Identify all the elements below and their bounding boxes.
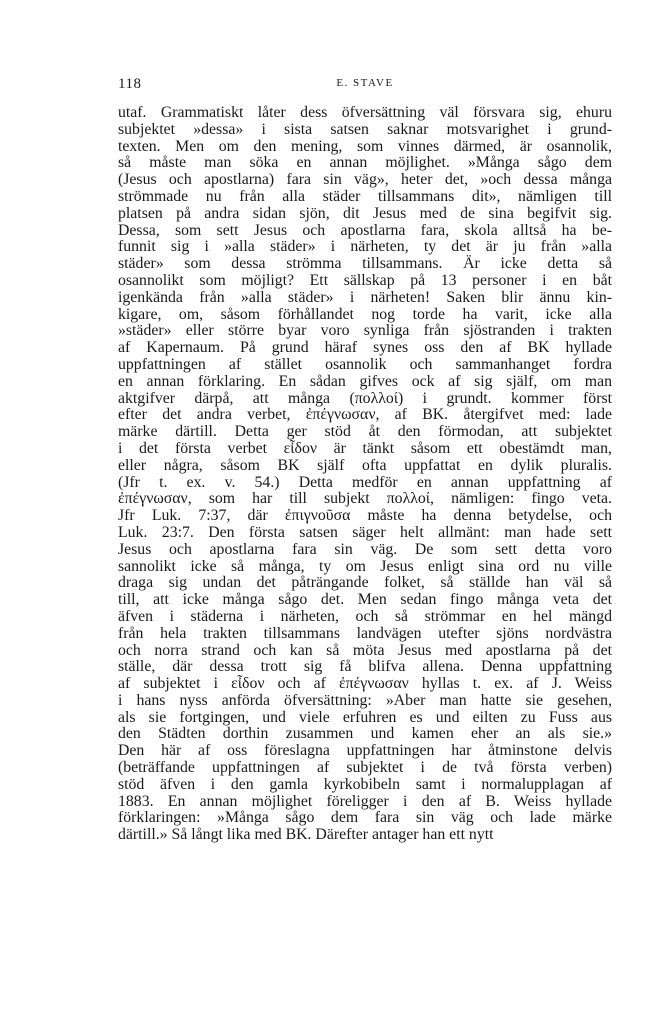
text-line: platsen på andra sidan sjön, dit Jesus med de sina begifvit sig. <box>118 204 612 222</box>
page-header <box>118 76 612 96</box>
text-line: Jesus och apostlarna fara sin väg. De som sett detta voro <box>118 540 612 558</box>
text-line: stöd äfven i den gamla kyrkobibeln samt i normalupplagan af <box>118 775 612 793</box>
text-line: af Kapernaum. På grund häraf synes oss den af BK hyllade <box>118 339 612 357</box>
running-head: E. STAVE <box>336 77 394 89</box>
text-line: sannolikt icke så många, ty om Jesus enligt sina ord nu ville <box>118 557 612 575</box>
text-line: 1883. En annan möjlighet föreligger i den af B. Weiss hyllade <box>118 792 612 810</box>
text-line: eller några, såsom BK själf ofta uppfattat en dylik pluralis. <box>118 456 612 474</box>
body-text <box>118 105 612 844</box>
text-line: till, att icke många sågo det. Men sedan fingo många veta det <box>118 591 612 609</box>
page-number: 118 <box>118 76 142 92</box>
text-line: utaf. Grammatiskt låter dess öfversättning väl försvara sig, ehuru <box>118 104 612 121</box>
text-line: »städer» eller större byar voro synliga från sjöstranden i trakten <box>118 322 612 340</box>
text-line: uppfattningen af stället osannolik och sammanhanget fordra <box>118 355 612 373</box>
text-line: Dessa, som sett Jesus och apostlarna fara, skola alltså ha be- <box>118 221 612 239</box>
text-line: den Städten dorthin zusammen und kamen eher an als sie.» <box>118 725 612 743</box>
text-line: als sie fortgingen, und viele erfuhren es und eilten zu Fuss aus <box>118 708 612 726</box>
text-line: strömmade nu från alla städer tillsammans dit», nämligen till <box>118 187 612 205</box>
text-line: af subjektet i εἶδον och af ἐπέγνωσαν hyllas t. ex. af J. Weiss <box>118 675 612 693</box>
text-line: efter det andra verbet, ἐπέγνωσαν, af BK. återgifvet med: lade <box>118 406 612 424</box>
text-line: äfven i städerna i närheten, och så strömmar en hel mängd <box>118 607 612 625</box>
text-line: därtill.» Så långt lika med BK. Därefter antager han ett nytt <box>118 826 494 844</box>
text-line: texten. Men om den mening, som vinnes därmed, är osannolik, <box>118 137 612 155</box>
text-line: och norra strand och kan så möta Jesus med apostlarna på det <box>118 641 612 659</box>
text-line: i hans nyss anförda öfversättning: »Aber man hatte sie gesehen, <box>118 691 612 709</box>
text-line: märke därtill. Detta ger stöd åt den förmodan, att subjektet <box>118 423 612 441</box>
text-line: Den här af oss föreslagna uppfattningen har åtminstone delvis <box>118 742 612 760</box>
text-line: aktgifver därpå, att många (πολλοί) i grundt. kommer först <box>118 389 612 407</box>
text-line: kigare, om, såsom förhållandet nog torde ha varit, icke alla <box>118 305 612 323</box>
text-line: ställe, där dessa trott sig få blifva allena. Denna uppfattning <box>118 658 612 676</box>
text-line: förklaringen: »Många sågo dem fara sin väg och lade märke <box>118 809 612 827</box>
text-line: igenkända från »alla städer» i närheten! Saken blir ännu kin- <box>118 288 612 306</box>
text-line: Luk. 23:7. Den första satsen säger helt allmänt: man hade sett <box>118 523 612 541</box>
text-line: en annan förklaring. En sådan gifves ock af sig själf, om man <box>118 372 612 390</box>
text-line: ἐπέγνωσαν, som har till subjekt πολλοί, nämligen: fingo veta. <box>118 490 612 508</box>
text-line: subjektet »dessa» i sista satsen saknar motsvarighet i grund- <box>118 120 612 138</box>
text-line: draga sig undan det påträngande folket, så ställde han väl så <box>118 574 612 592</box>
text-line: Jfr Luk. 7:37, där ἐπιγνοῦσα måste ha denna betydelse, och <box>118 507 612 525</box>
text-line: så måste man söka en annan möjlighet. »Många sågo dem <box>118 154 612 172</box>
text-line: (Jfr t. ex. v. 54.) Detta medför en annan uppfattning af <box>118 473 612 491</box>
text-line: städer» som dessa strömma tillsammans. Är icke detta så <box>118 255 612 273</box>
text-line: i det första verbet εἶδον är tänkt såsom ett obestämdt man, <box>118 439 612 457</box>
text-line: (beträffande uppfattningen af subjektet i de två första verben) <box>118 759 612 777</box>
text-line: från hela trakten tillsammans landvägen utefter sjöns nordvästra <box>118 624 612 642</box>
text-line: (Jesus och apostlarna) fara sin väg», heter det, »och dessa många <box>118 171 612 189</box>
text-line: funnit sig i »alla städer» i närheten, ty det är ju från »alla <box>118 238 612 256</box>
text-line: osannolikt som möjligt? Ett sällskap på 13 personer i en båt <box>118 271 612 289</box>
